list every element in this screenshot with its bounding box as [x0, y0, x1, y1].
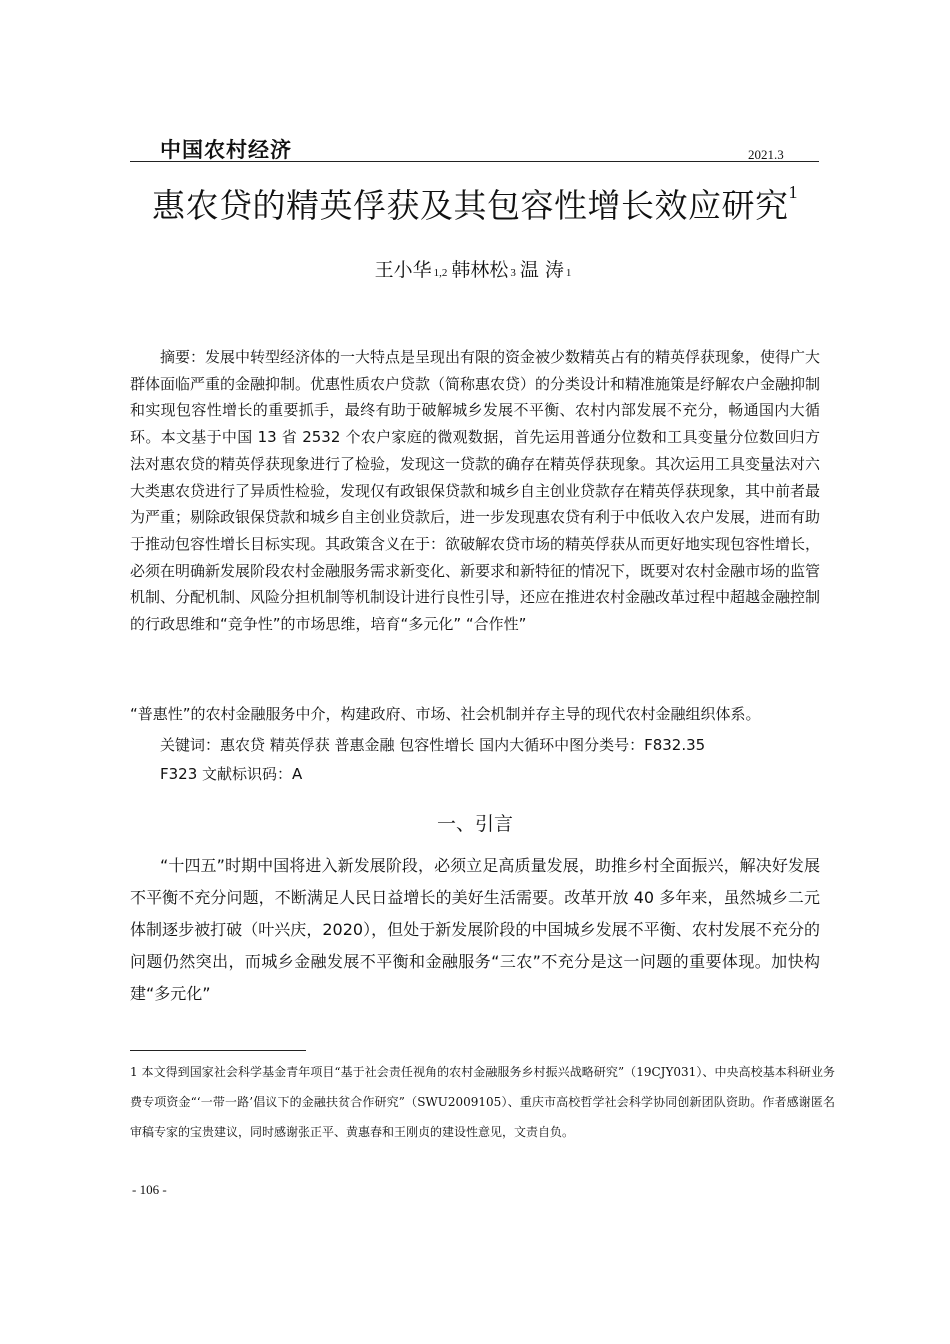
footnote: 1 本文得到国家社会科学基金青年项目“基于社会责任视角的农村金融服务乡村振兴战略研究”（19CJY031）、中央高校基本科研业务费专项资金“‘一带一路’倡议下的金融扶贫合作研究”（SWU2009105）、重庆市高校哲学社会科学协同创新团队资助。作者感谢匿名审稿专家的宝贵建议，同时感谢张正平、黄惠春和王刚贞的建设性意见，文责自负。 [130, 1065, 835, 1139]
author-affiliation: 1 [565, 267, 572, 279]
author-name: 韩林松 [451, 259, 509, 281]
keywords: 关键词：惠农贷 精英俘获 普惠金融 包容性增长 国内大循环中图分类号：F832.35 [160, 736, 706, 754]
article-title-text: 惠农贷的精英俘获及其包容性增长效应研究 [152, 186, 789, 225]
author-affiliation: 1,2 [433, 267, 448, 279]
footnote-divider [130, 1050, 306, 1051]
article-title [0, 180, 950, 227]
section-heading: 一、引言 [436, 813, 513, 835]
issue-number: 2021.3 [748, 147, 784, 162]
journal-logo: 中国农村经济 [160, 137, 292, 162]
abstract-body: 摘要：发展中转型经济体的一大特点是呈现出有限的资金被少数精英占有的精英俘获现象，使得广大群体面临严重的金融抑制。优惠性质农户贷款（简称惠农贷）的分类设计和精准施策是纾解农户金融抑制和实现包容性增长的重要抓手，最终有助于破解城乡发展不平衡、农村内部发展不充分，畅通国内大循环。本文基于中国 13 省 2532 个农户家庭的微观数据，首先运用普通分位数和工具变量分位数回归方法对惠农贷的精英俘获现象进行了检验，发现这一贷款的确存在精英俘获现象。其次运用工具变量法对六大类惠农贷进行了异质性检验，发现仅有政银保贷款和城乡自主创业贷款存在精英俘获现象，其中前者最为严重；剔除政银保贷款和城乡自主创业贷款后，进一步发现惠农贷有利于中低收入农户发展，进而有助于推动包容性增长目标实现。其政策含义在于：欲破解农贷市场的精英俘获从而更好地实现包容性增长，必须在明确新发展阶段农村金融服务需求新变化、新要求和新特征的情况下，既要对农村金融市场的监管机制、分配机制、风险分担机制等机制设计进行良性引导，还应在推进农村金融改革过程中超越金融控制的行政思维和“竞争性”的市场思维，培育“多元化” “合作性” [130, 348, 821, 634]
abstract-tail: “普惠性”的农村金融服务中介，构建政府、市场、社会机制并存主导的现代农村金融组织体系。 [130, 705, 761, 723]
author-name: 温 涛 [519, 259, 564, 281]
body-paragraph: “十四五”时期中国将进入新发展阶段，必须立足高质量发展，助推乡村全面振兴，解决好发展不平衡不充分问题，不断满足人民日益增长的美好生活需要。改革开放 40 多年来，虽然城乡二元体制逐步被打破（叶兴庆，2020），但处于新发展阶段的中国城乡发展不平衡、农村发展不充分的问题仍然突出，而城乡金融发展不平衡和金融服务“三农”不充分是这一问题的重要体现。加快构建“多元化” [130, 856, 820, 1003]
classification-code: F323 文献标识码：A [160, 765, 303, 783]
title-footnote-mark: 1 [788, 182, 798, 202]
author-name: 王小华 [374, 259, 432, 281]
page-number: - 106 - [132, 1182, 167, 1197]
author-affiliation: 3 [510, 267, 516, 279]
author-list [0, 255, 950, 282]
header-divider [130, 161, 819, 162]
